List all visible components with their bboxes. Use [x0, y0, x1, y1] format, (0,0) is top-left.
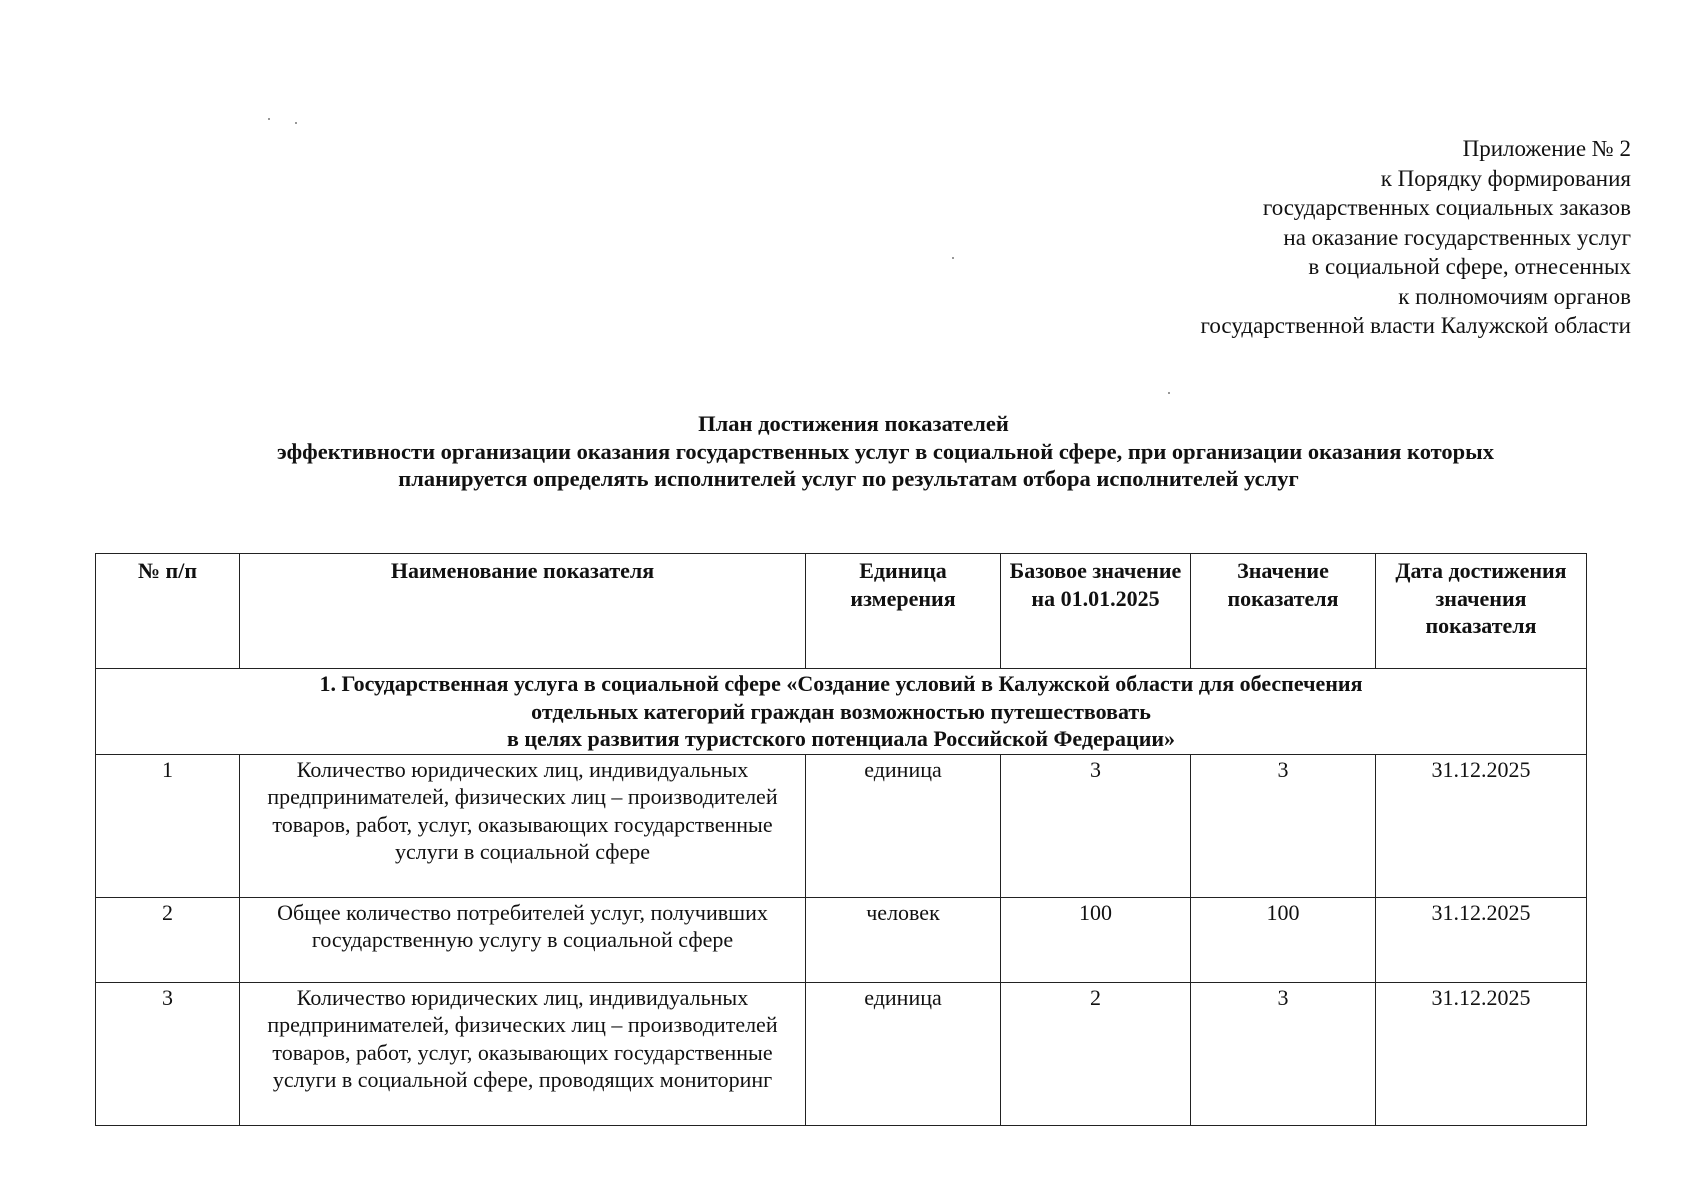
row-target-value: 3	[1191, 754, 1376, 897]
row-base-value: 2	[1001, 982, 1191, 1125]
row-base-value: 100	[1001, 897, 1191, 982]
appendix-line: к полномочиям органов	[1398, 283, 1631, 309]
row-unit: человек	[806, 897, 1001, 982]
appendix-line: государственных социальных заказов	[1262, 195, 1631, 220]
table-row	[96, 897, 1587, 982]
row-date: 31.12.2025	[1376, 754, 1587, 897]
row-number: 1	[96, 754, 240, 897]
header-target-value: Значение показателя	[1191, 554, 1376, 669]
appendix-block	[1201, 134, 1632, 341]
header-date: Дата достижения значения показателя	[1376, 554, 1587, 669]
table-header-row	[96, 554, 1587, 669]
scan-artifact	[268, 118, 270, 120]
section-title	[96, 669, 1587, 755]
row-indicator-name: Количество юридических лиц, индивидуальных предпринимателей, физических лиц – производителей товаров, работ, услуг, оказывающих государственные услуги в социальной сфере	[240, 754, 806, 897]
header-number: № п/п	[96, 554, 240, 669]
row-number: 3	[96, 982, 240, 1125]
row-unit: единица	[806, 754, 1001, 897]
row-target-value: 3	[1191, 982, 1376, 1125]
title-line: планируется определять исполнителей услуг по результатам отбора исполнителей услуг	[398, 466, 1299, 491]
scan-artifact	[1168, 392, 1170, 394]
section-row	[96, 669, 1587, 755]
section-line: 1. Государственная услуга в социальной сфере «Создание условий в Калужской области для обеспечения	[319, 671, 1363, 696]
scan-artifact	[295, 122, 297, 124]
row-base-value: 3	[1001, 754, 1191, 897]
title-line: План достижения показателей	[698, 411, 1009, 436]
row-date: 31.12.2025	[1376, 982, 1587, 1125]
title-line: эффективности организации оказания государственных услуг в социальной сфере, при организации оказания которых	[276, 438, 1494, 464]
header-base-value: Базовое значение на 01.01.2025	[1001, 554, 1191, 669]
appendix-line: к Порядку формирования	[1380, 165, 1631, 191]
row-indicator-name: Количество юридических лиц, индивидуальных предпринимателей, физических лиц – производителей товаров, работ, услуг, оказывающих государственные услуги в социальной сфере, проводящих мониторинг	[240, 982, 806, 1125]
appendix-line: в социальной сфере, отнесенных	[1308, 254, 1631, 279]
appendix-line: государственной власти Калужской области	[1200, 313, 1631, 338]
row-unit: единица	[806, 982, 1001, 1125]
header-name: Наименование показателя	[240, 554, 806, 669]
appendix-line: на оказание государственных услуг	[1283, 224, 1631, 250]
indicators-table	[95, 553, 1587, 1126]
section-line: отдельных категорий граждан возможностью путешествовать	[531, 698, 1151, 724]
appendix-line: Приложение № 2	[1462, 136, 1631, 161]
row-date: 31.12.2025	[1376, 897, 1587, 982]
header-unit: Единица измерения	[806, 554, 1001, 669]
row-number: 2	[96, 897, 240, 982]
scan-artifact	[952, 257, 954, 259]
section-line: в целях развития туристского потенциала Российской Федерации»	[506, 726, 1176, 751]
row-target-value: 100	[1191, 897, 1376, 982]
document-title	[0, 410, 1697, 493]
row-indicator-name: Общее количество потребителей услуг, получивших государственную услугу в социальной сфере	[240, 897, 806, 982]
table-row	[96, 982, 1587, 1125]
table-row	[96, 754, 1587, 897]
